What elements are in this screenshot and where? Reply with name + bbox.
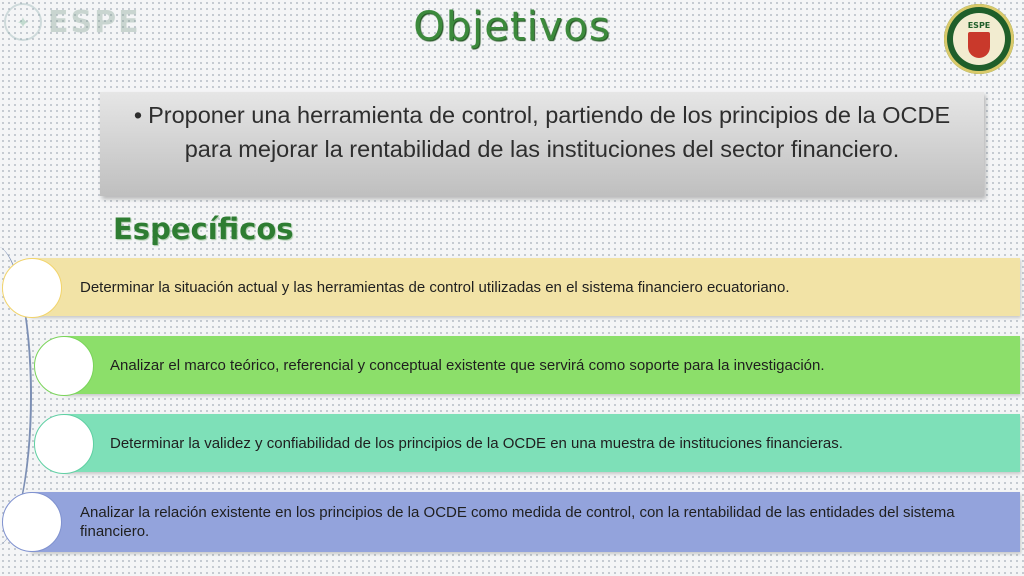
circle-marker-icon xyxy=(34,336,94,396)
university-seal-icon: ✦ xyxy=(4,3,42,41)
specific-objective-text: Determinar la validez y confiabilidad de los principios de la OCDE en una muestra de instituciones financieras. xyxy=(110,434,843,452)
specific-objective-2 xyxy=(64,336,1020,394)
circle-marker-icon xyxy=(34,414,94,474)
crest-label: ESPE xyxy=(967,20,991,30)
general-objective-box xyxy=(100,92,984,196)
espe-wordmark: ESPE xyxy=(48,4,141,40)
general-objective xyxy=(118,98,966,166)
specific-objectives-heading: Específicos xyxy=(113,212,294,246)
specific-objective-text: Analizar la relación existente en los principios de la OCDE como medida de control, con la rentabilidad de las entidades del sistema financiero. xyxy=(80,504,955,540)
specific-objective-3 xyxy=(64,414,1020,472)
specific-objective-text: Determinar la situación actual y las herramientas de control utilizadas en el sistema financiero ecuatoriano. xyxy=(80,278,790,296)
crest-emblem-icon xyxy=(953,13,1005,65)
slide-title: Objetivos xyxy=(413,4,611,50)
espe-crest-logo xyxy=(944,4,1014,74)
general-objective-text: Proponer una herramienta de control, partiendo de los principios de la OCDE para mejorar la rentabilidad de las instituciones del sector financiero. xyxy=(148,102,951,162)
circle-marker-icon xyxy=(2,492,62,552)
specific-objective-4 xyxy=(30,492,1020,552)
specific-objective-1 xyxy=(30,258,1020,316)
specific-objective-text: Analizar el marco teórico, referencial y conceptual existente que servirá como soporte para la investigación. xyxy=(110,356,825,374)
bullet-icon: • xyxy=(133,102,143,128)
circle-marker-icon xyxy=(2,258,62,318)
shield-icon xyxy=(968,32,990,58)
